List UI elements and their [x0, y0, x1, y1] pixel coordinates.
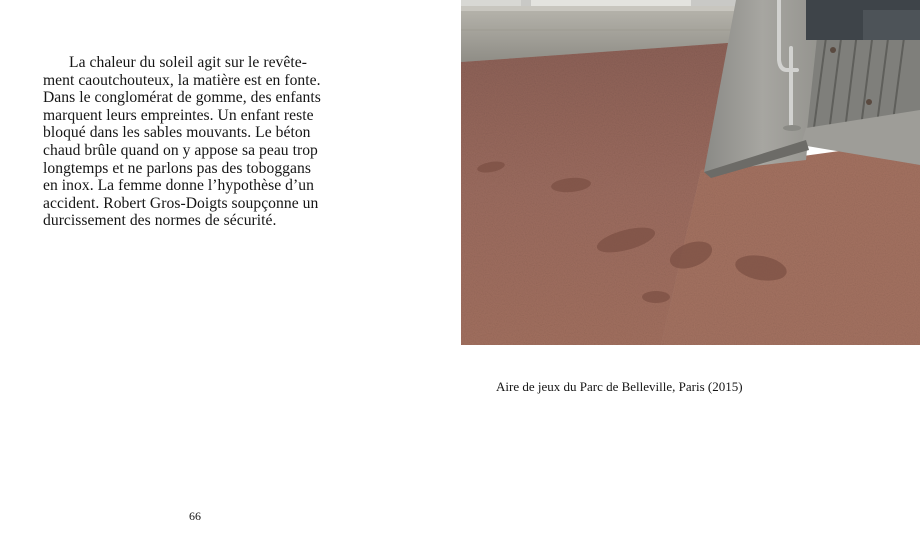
text-line: durcissement des normes de sécurité. [43, 212, 277, 230]
text-line: en inox. La femme donne l’hypothèse d’un [43, 177, 314, 195]
text-line: longtemps et ne parlons pas des toboggans [43, 159, 311, 177]
text-line: La chaleur du soleil agit sur le revête- [69, 54, 307, 71]
text-line: marquent leurs empreintes. Un enfant reste [43, 106, 314, 124]
right-page [460, 0, 920, 557]
text-line: accident. Robert Gros-Doigts soupçonne un [43, 194, 319, 212]
page-number: 66 [189, 509, 201, 523]
text-line: ment caoutchouteux, la matière est en fonte. [43, 71, 321, 89]
text-line: Dans le conglomérat de gomme, des enfants [43, 89, 321, 107]
footprint [642, 291, 670, 303]
body-paragraph [43, 54, 373, 230]
text-line: bloqué dans les sables mouvants. Le béton [43, 124, 311, 142]
playground-photo [461, 0, 920, 345]
text-line: chaud brûle quand on y appose sa peau trop [43, 141, 318, 159]
photo-caption: Aire de jeux du Parc de Belleville, Paris (2015) [496, 379, 743, 394]
